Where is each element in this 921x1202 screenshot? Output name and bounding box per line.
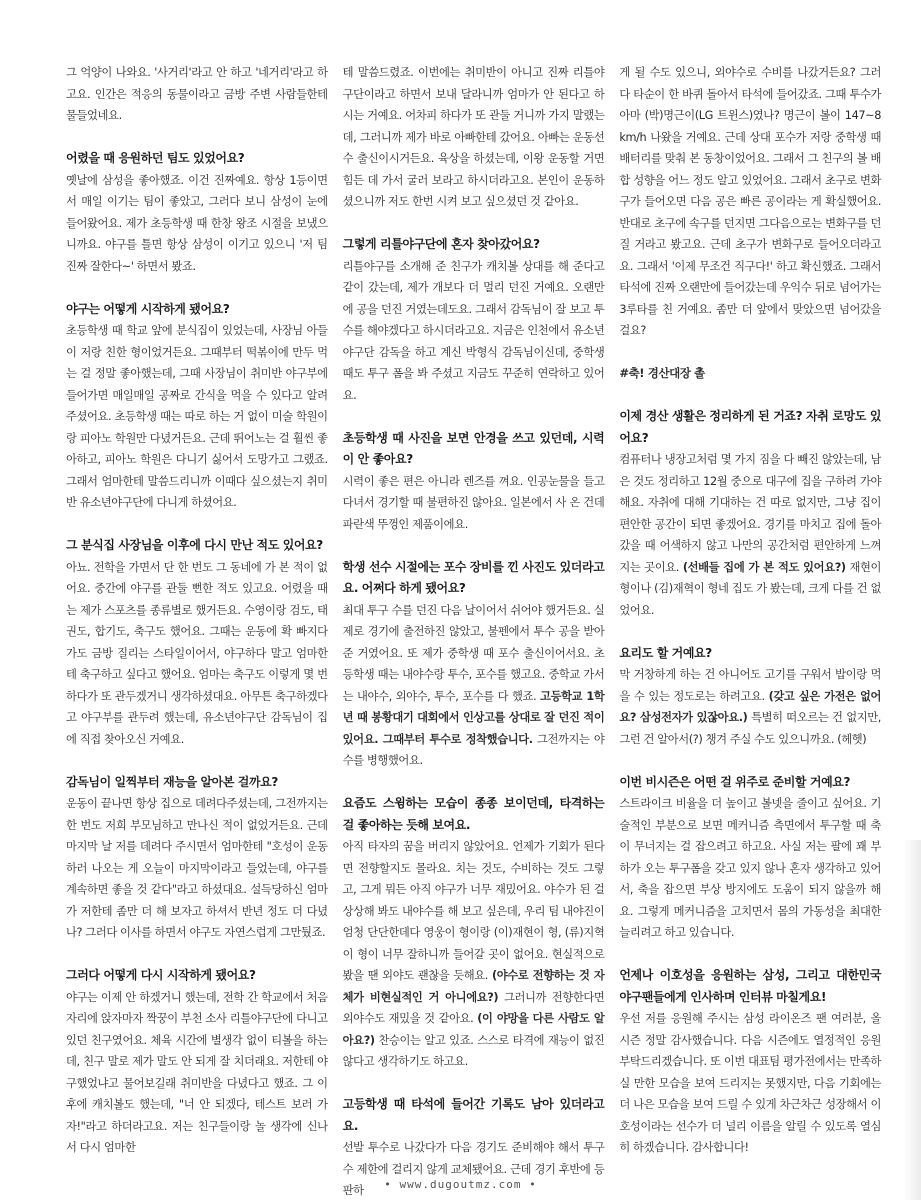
question: 그렇게 리틀야구단에 혼자 찾아갔어요? [342,237,540,251]
question: 고등학생 때 타석에 들어간 기록도 남아 있더라고요. [342,1097,605,1133]
answer-emphasis: (이 야망을 다른 사람도 알아요?) [342,1012,605,1047]
answer-text: 재현이 형이나 (김)재혁이 형네 집도 가 봤는데, 크게 다를 건 없었어요. [619,560,882,617]
question: 그 분식집 사장님을 이후에 다시 만난 적도 있어요? [66,538,323,552]
column-3 [619,62,881,1172]
answer-text: 그전까지는 야수를 병행했어요. [342,732,605,767]
question: 어렸을 때 응원하던 팀도 있었어요? [66,151,245,165]
answer-text: 특별히 떠오르는 건 없지만, 그런 건 알아서(?) 챙겨 주실 수도 있으니까요. (헤헷) [619,711,882,746]
answer-text: 최대 투구 수를 던진 다음 날이어서 쉬어야 했거든요. 실제로 경기에 출전하진 않았고, 불펜에서 투수 공을 받아 준 거였어요. 또 제가 중학생 때 포수 출신이어서요. 초등학생 때는 내야수랑 투수, 포수를 했고요. 중학교 가서는 내야수, 외야수, 투수, 포수를 다 했죠. [342,603,605,703]
page-edge-shadow [903,840,921,1200]
answer: 시력이 좋은 편은 아니라 렌즈를 껴요. 인공눈물을 들고 다녀서 경기할 때 불편하진 않아요. 일본에서 사 온 건데 파란색 뚜껑인 제품이에요. [342,474,605,531]
answer [343,600,605,772]
footer-url: • www.dugoutmz.com • [384,1178,537,1191]
paragraph: 테 말씀드렸죠. 이번에는 취미반이 아니고 진짜 리틀야구단이라고 하면서 보내 달라니까 엄마가 안 된다고 하시는 거예요. 어차피 하다가 또 관둘 거니까 가지 말랬는데, 그러니까 제가 바로 아빠한테 갔어요. 아빠는 운동선수 출신이시거든요. 육상을 하셨는데, 이왕 운동할 거면 힘든 데 가서 굴러 보라고 하시더라고요. 본인이 운동하셨으니까 저도 한번 시켜 보고 싶으셨던 것 같아요. [342,66,605,208]
answer-text: 컴퓨터나 냉장고처럼 몇 가지 짐을 다 빼진 않았는데, 남은 것도 정리하고 12월 중으로 대구에 집을 구하려 가야 해요. 자취에 대해 기대하는 건 따로 없지만, 그냥 집이 편안한 공간이 되면 좋겠어요. 경기를 마치고 집에 돌아갔을 때 어색하지 않고 나만의 공간처럼 편안하게 느껴지는 곳이요. [619,453,882,574]
question: 이제 경산 생활은 정리하게 된 거죠? 자취 로망도 있어요? [619,409,882,445]
answer [343,836,605,1073]
question: 야구는 어떻게 시작하게 됐어요? [66,301,230,316]
question: 그러다 어떻게 다시 시작하게 됐어요? [66,968,256,982]
answer: 아뇨. 전학을 가면서 단 한 번도 그 동네에 가 본 적이 없어요. 중간에 야구를 관둘 뻔한 적도 있고요. 어렸을 때는 제가 스포츠를 종류별로 했거든요. 수영이랑 검도, 태권도, 합기도, 축구도 했어요. 그때는 운동에 확 빠지다가도 금방 질리는 스타일이어서, 야구하다 말고 엄마한테 축구하고 싶다고 했어요. 엄마는 축구도 이렇게 몇 번 하다가 또 관두겠거니 생각하셨대요. 아무튼 축구하겠다고 야구부를 관두려 했는데, 유소년야구단 감독님이 집에 직접 찾아오신 거예요. [66,560,328,746]
question: 요리도 할 거예요? [619,645,712,660]
question: 초등학생 때 사진을 보면 안경을 쓰고 있던데, 시력이 안 좋아요? [342,430,605,466]
answer: 야구는 이제 안 하겠거니 했는데, 전학 간 학교에서 처음 자리에 앉자마자 짝꿍이 부천 소사 리틀야구단에 다니고 있던 친구였어요. 체육 시간에 별생각 없이 티볼을 하는데, 친구 말로 제가 말도 안 되게 잘 치더래요. 저한테 야구했었냐고 물어보길래 취미반을 다녔다고 했죠. 그 이후에 캐치볼도 했는데, "너 안 되겠다, 테스트 보러 가자!"라고 하더라고요. 저는 친구들이랑 놀 생각에 신나서 다시 엄마한 [66,990,328,1154]
answer-text: 그러니까 전향한다면 외야수도 재밌을 것 같아요. [342,990,605,1025]
answer: 리틀야구를 소개해 준 친구가 캐치볼 상대를 해 준다고 같이 갔는데, 제가 개보다 더 멀리 던진 거예요. 오랜만에 공을 던진 거였는데도요. 그래서 감독님이 잘 보고 투수를 해야겠다고 하시더라고요. 지금은 인천에서 유소년야구단 감독을 하고 계신 박형식 감독님이신데, 중학생 때도 투구 폼을 봐 주셨고 지금도 꾸준히 연락하고 있어요. [342,259,605,402]
answer-emphasis: (선배들 집에 가 본 적도 있어요?) [682,560,846,574]
answer-text: 아직 타자의 꿈을 버리지 않았어요. 언제가 기회가 된다면 전향할지도 몰라요. 치는 것도, 수비하는 것도 그렇고, 그게 뭐든 아직 야구가 너무 재밌어요. 야수가 된 걸 상상해 봐도 내야수를 해 보고 싶은데, 우리 팀 내야진이 엄청 단단한데다 영웅이 형이랑 (이)재현이 형, (류)지혁이 형이 너무 잘하니까 들어갈 곳이 없어요. 현실적으로 봤을 땐 외야도 괜찮을 듯해요. [342,840,605,982]
column-1 [66,62,328,1172]
answer: 스트라이크 비율을 더 높이고 볼넷을 줄이고 싶어요. 기술적인 부분으로 보면 메커니즘 측면에서 투구할 때 축이 무너지는 걸 잡으려고 하고요. 사실 저는 팔에 꽤 부하가 오는 투구폼을 갖고 있지 않나 혼자 생각하고 있어서, 축을 잡으면 부상 방지에도 도움이 되지 않을까 해요. 그렇게 메커니즘을 고치면서 몸의 가동성을 최대한 늘리려고 하고 있습니다. [619,797,882,939]
answer-emphasis: (야수로 전향하는 것 자체가 비현실적인 거 아니에요?) [342,969,605,1004]
answer: 운동이 끝나면 항상 집으로 데려다주셨는데, 그전까지는 한 번도 저희 부모님하고 만나신 적이 없었거든요. 근데 마지막 날 저를 데려다 주시면서 엄마한테 "호성이 운동하러 나오는 게 오늘이 마지막이라고 들었는데, 야구를 계속하면 좋을 것 같다"라고 하셨대요. 설득당하신 엄마가 저한테 좀만 더 해 보자고 하셔서 반년 정도 더 다녔나? 그러다 이사를 하면서 야구도 자연스럽게 그만뒀죠. [66,797,328,939]
answer-emphasis: (갖고 싶은 가전은 없어요? 삼성전자가 있잖아요.) [619,689,882,724]
paragraph: 게 될 수도 있으니, 외야수로 수비를 나갔거든요? 그러다 타순이 한 바퀴 돌아서 타석에 들어갔죠. 그때 투수가 아마 (박)명근이(LG 트윈스)였나? 명근이 볼이 147~8km/h 나왔을 거예요. 근데 상대 포수가 저랑 중학생 때 배터리를 맞춰 본 동창이었어요. 그래서 그 친구의 볼 배합 성향을 어느 정도 알고 있었어요. 그래서 초구로 변화구가 들어오면 다음 공은 빠른 공이라는 게 확실했어요. 반대로 초구에 속구를 던지면 그다음으로는 변화구를 던질 거라고 봤고요. 근데 초구가 변화구로 들어오더라고요. 그래서 '이제 무조건 직구다!' 하고 확신했죠. 그래서 타석에 진짜 오랜만에 들어갔는데 우익수 뒤로 넘어가는 3루타를 친 거예요. 좀만 더 앞에서 맞았으면 넘어갔을걸요? [619,66,882,337]
section-heading: #축! 경산대장 촐 [619,366,705,380]
answer: 선발 투수로 나갔다가 다음 경기도 준비해야 해서 투구 수 제한에 걸리지 않게 교체됐어요. 근데 경기 후반에 등판하 [342,1141,605,1197]
question: 언제나 이호성을 응원하는 삼성, 그리고 대한민국 야구팬들에게 인사하며 인터뷰 마칠게요! [619,968,882,1004]
answer-emphasis: 고등학교 1학년 때 봉황대기 대회에서 인상고를 상대로 잘 던진 적이 있어요. 그때부터 투수로 정착했습니다. [342,689,605,746]
answer: 우선 저를 응원해 주시는 삼성 라이온즈 팬 여러분, 올 시즌 정말 감사했습니다. 다음 시즌에도 열정적인 응원 부탁드리겠습니다. 또 이번 대표팀 평가전에서는 만족하실 만한 모습을 보여 드리지는 못했지만, 다음 기회에는 더 나은 모습을 보여 드릴 수 있게 차근차근 성장해서 이호성이라는 선수가 더 널리 이름을 알릴 수 있도록 열심히 하겠습니다. 감사합니다! [619,1012,882,1154]
question: 이번 비시즌은 어떤 걸 위주로 준비할 거예요? [619,774,851,789]
answer-text: 막 거창하게 하는 건 아니어도 고기를 구워서 밥이랑 먹을 수 있는 정도로는 하려고요. [619,668,882,703]
answer: 옛날에 삼성을 좋아했죠. 이건 진짜예요. 항상 1등이면서 매일 이기는 팀이 좋았고, 그러다 보니 삼성이 눈에 들어왔어요. 제가 초등학생 때 한창 왕조 시절을 보냈으니까요. 야구를 틀면 항상 삼성이 이기고 있으니 '저 팀 진짜 잘한다~' 하면서 봤죠. [66,173,328,273]
answer-text: 찬승이는 알고 있죠. 스스로 타격에 재능이 없진 않다고 생각하기도 하고요. [342,1033,605,1068]
answer [619,664,881,750]
paragraph: 그 억양이 나와요. '사거리'라고 안 하고 '네거리'라고 하고요. 인간은 적응의 동물이라고 금방 주변 사람들한테 물들었네요. [66,66,328,122]
answer: 초등학생 때 학교 앞에 분식집이 있었는데, 사장님 아들이 저랑 친한 형이었거든요. 그때부터 떡볶이에 만두 먹는 걸 정말 좋아했는데, 그때 사장님이 취미반 야구부에 들어가면 매일매일 공짜로 간식을 먹을 수 있다고 알려 주셨어요. 초등학생 때는 따로 하는 거 없이 미술 학원이랑 피아노 학원만 다녔거든요. 근데 뛰어노는 걸 훨씬 좋아하고, 피아노 학원은 다니기 싫어서 도망가고 그랬죠. 그래서 엄마한테 말씀드리니까 이때다 싶으셨는지 취미반 유소년야구단에 다니게 하셨어요. [66,324,328,509]
question: 요즘도 스윙하는 모습이 종종 보이던데, 타격하는 걸 좋아하는 듯해 보여요. [342,796,605,832]
question: 학생 선수 시절에는 포수 장비를 낀 사진도 있더라고요. 어쩌다 하게 됐어요? [342,559,605,595]
answer [619,449,881,621]
question: 감독님이 일찍부터 재능을 알아본 걸까요? [66,774,278,789]
